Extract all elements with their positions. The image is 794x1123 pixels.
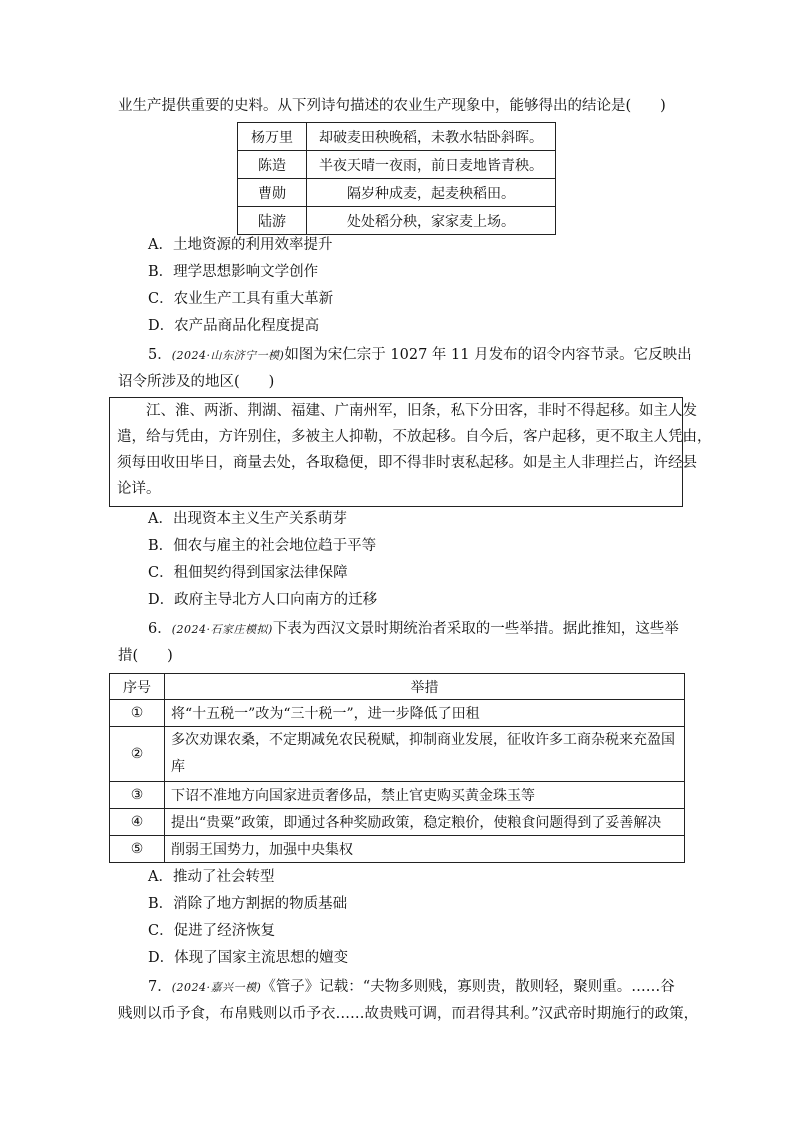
measures-table — [109, 673, 685, 863]
stem-text: 下表为西汉文景时期统治者采取的一些举措。据此推知，这些举 — [272, 621, 679, 637]
q4-option-a[interactable]: A．土地资源的利用效率提升 — [148, 237, 333, 253]
measure-text: 将“十五税一”改为“三十税一”，进一步降低了田租 — [165, 700, 685, 727]
q6-stem-line2: 措( ) — [118, 648, 173, 664]
q5-option-d[interactable]: D．政府主导北方人口向南方的迁移 — [148, 592, 378, 608]
row-number: ① — [110, 700, 165, 727]
measure-text-line: 多次劝课农桑，不定期减免农民税赋，抑制商业发展，征收许多工商杂税来充盈国 — [171, 732, 675, 748]
measure-text: 下诏不准地方向国家进贡奢侈品，禁止官吏购买黄金珠玉等 — [165, 782, 685, 809]
row-number: ② — [110, 727, 165, 782]
poet-name: 曹勋 — [238, 179, 307, 207]
edict-line: 遣，给与凭由，方许别住，多被主人抑勒，不放起移。自今后，客户起移，更不取主人凭由， — [117, 429, 712, 445]
table-row — [110, 727, 685, 782]
q6-option-d[interactable]: D．体现了国家主流思想的嬗变 — [148, 950, 349, 966]
table-row — [110, 700, 685, 727]
q4-option-d[interactable]: D．农产品商品化程度提高 — [148, 318, 320, 334]
question-number: 6． — [148, 621, 172, 637]
question-source: (2024·嘉兴一模) — [171, 981, 262, 994]
q7-stem-line2: 贱则以币予食，布帛贱则以币予衣……故贵贱可调，而君得其利。”汉武帝时期施行的政策， — [118, 1006, 699, 1022]
q4-option-c[interactable]: C．农业生产工具有重大革新 — [148, 291, 334, 307]
table-row — [238, 123, 556, 151]
question-source: (2024·石家庄模拟) — [171, 623, 273, 636]
table-row — [110, 782, 685, 809]
q5-option-a[interactable]: A．出现资本主义生产关系萌芽 — [148, 511, 347, 527]
poem-verse: 半夜天晴一夜雨，前日麦地皆青秧。 — [307, 151, 556, 179]
question-number: 5． — [148, 347, 172, 363]
q6-option-a[interactable]: A．推动了社会转型 — [148, 869, 275, 885]
measure-text: 削弱王国势力，加强中央集权 — [165, 836, 685, 863]
row-number: ⑤ — [110, 836, 165, 863]
question-number: 7． — [148, 979, 172, 995]
measure-text-line: 库 — [171, 759, 185, 775]
table-row — [238, 179, 556, 207]
edict-line: 论详。 — [117, 481, 161, 497]
q5-stem-line2: 诏令所涉及的地区( ) — [118, 374, 275, 390]
table-row — [238, 207, 556, 235]
poet-name: 陆游 — [238, 207, 307, 235]
q4-stem: 业生产提供重要的史料。从下列诗句描述的农业生产现象中，能够得出的结论是( ) — [118, 98, 666, 114]
poem-table — [237, 122, 556, 235]
stem-text: 《管子》记载：“夫物多则贱，寡则贵，散则轻，聚则重。……谷 — [261, 979, 675, 995]
q5-option-c[interactable]: C．租佃契约得到国家法律保障 — [148, 565, 348, 581]
poet-name: 陈造 — [238, 151, 307, 179]
measure-text — [165, 727, 685, 782]
poem-verse: 却破麦田秧晚稻，未教水牯卧斜晖。 — [307, 123, 556, 151]
q7-stem-line1 — [148, 977, 675, 998]
column-header-measure: 举措 — [165, 674, 685, 700]
edict-line: 江、淮、两浙、荆湖、福建、广南州军，旧条，私下分田客，非时不得起移。如主人发 — [146, 403, 697, 419]
q4-option-b[interactable]: B．理学思想影响文学创作 — [148, 264, 319, 280]
edict-line: 须每田收田毕日，商量去处，各取稳便，即不得非时衷私起移。如是主人非理拦占，许经县 — [117, 455, 697, 471]
table-header-row — [110, 674, 685, 700]
edict-excerpt-box — [109, 397, 712, 507]
poem-verse: 处处稻分秧，家家麦上场。 — [307, 207, 556, 235]
q6-option-c[interactable]: C．促进了经济恢复 — [148, 923, 276, 939]
poet-name: 杨万里 — [238, 123, 307, 151]
q6-stem-line1 — [148, 619, 679, 640]
poem-verse: 隔岁种成麦，起麦秧稻田。 — [307, 179, 556, 207]
row-number: ④ — [110, 809, 165, 836]
table-row — [110, 836, 685, 863]
measure-text: 提出“贵粟”政策，即通过各种奖励政策，稳定粮价，使粮食问题得到了妥善解决 — [165, 809, 685, 836]
column-header-number: 序号 — [110, 674, 165, 700]
q6-option-b[interactable]: B．消除了地方割据的物质基础 — [148, 896, 348, 912]
question-source: (2024·山东济宁一模) — [171, 349, 285, 362]
q5-option-b[interactable]: B．佃农与雇主的社会地位趋于平等 — [148, 538, 377, 554]
stem-text: 如图为宋仁宗于 1027 年 11 月发布的诏令内容节录。它反映出 — [284, 347, 692, 363]
table-row — [110, 809, 685, 836]
row-number: ③ — [110, 782, 165, 809]
q5-stem-line1 — [148, 345, 692, 366]
table-row — [238, 151, 556, 179]
